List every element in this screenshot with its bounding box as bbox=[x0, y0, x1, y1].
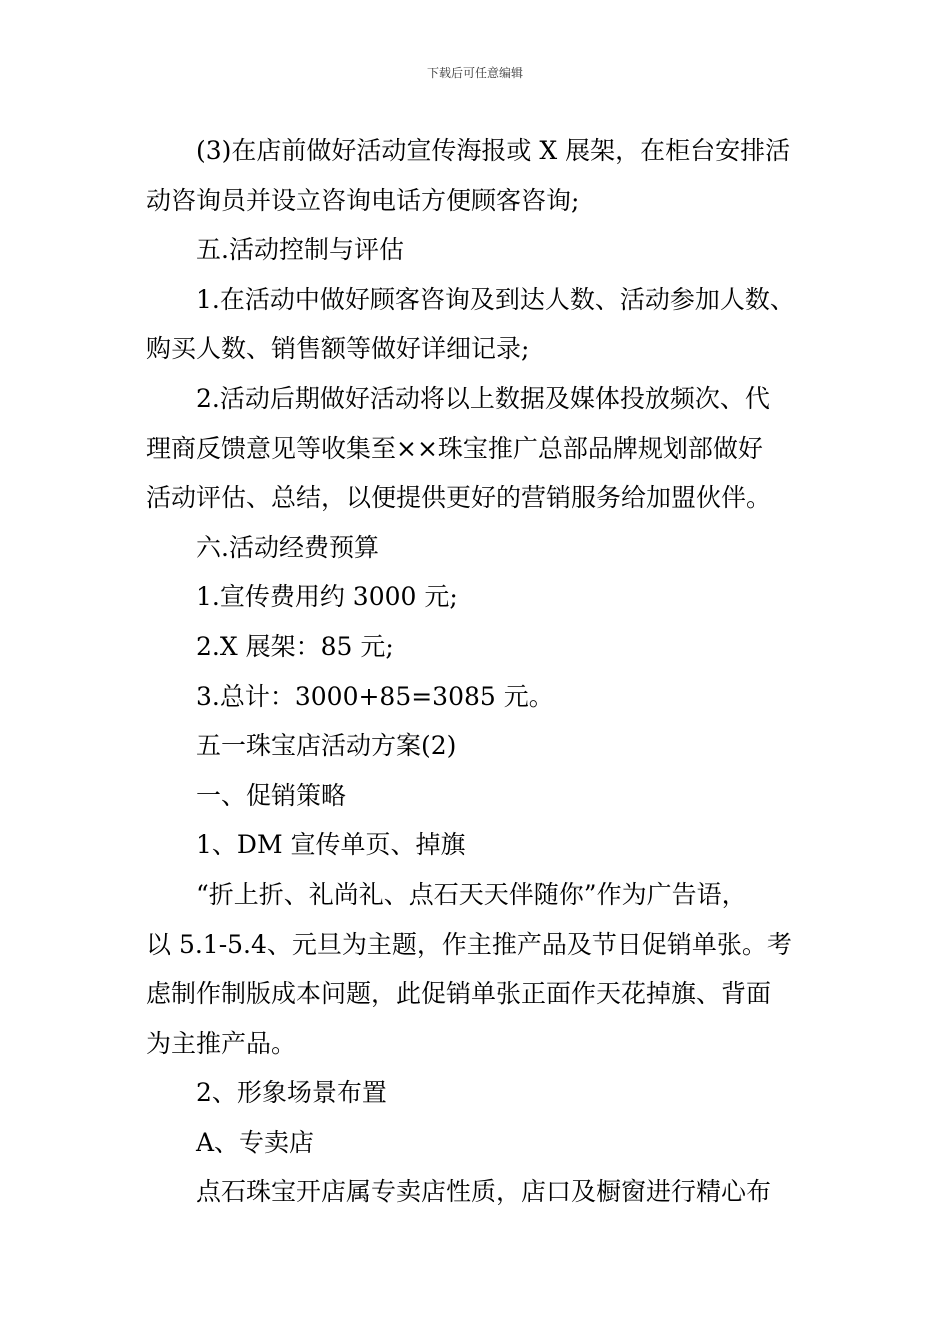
text-line: 动咨询员并设立咨询电话方便顾客咨询; bbox=[146, 185, 580, 215]
text-line: 3.总计：3000+85=3085 元。 bbox=[196, 681, 554, 711]
text-line: 为主推产品。 bbox=[146, 1028, 297, 1058]
subsection-heading: A、专卖店 bbox=[196, 1127, 315, 1157]
section-heading: 一、促销策略 bbox=[196, 780, 347, 810]
text-line: (3)在店前做好活动宣传海报或 X 展架，在柜台安排活 bbox=[196, 136, 791, 165]
page-header: 下载后可任意编辑 bbox=[426, 66, 523, 80]
text-line: 活动评估、总结，以便提供更好的营销服务给加盟伙伴。 bbox=[146, 483, 772, 513]
section-heading: 六.活动经费预算 bbox=[196, 532, 379, 562]
text-line: 点石珠宝开店属专卖店性质，店口及橱窗进行精心布 bbox=[196, 1177, 772, 1207]
text-line: 虑制作制版成本问题，此促销单张正面作天花掉旗、背面 bbox=[146, 979, 772, 1009]
text-line: 购买人数、销售额等做好详细记录; bbox=[146, 334, 530, 364]
document-body bbox=[146, 126, 818, 1217]
text-line: “折上折、礼尚礼、点石天天伴随你”作为广告语， bbox=[196, 879, 747, 909]
text-line: 1.在活动中做好顾客咨询及到达人数、活动参加人数、 bbox=[196, 284, 795, 314]
text-line: 2.活动后期做好活动将以上数据及媒体投放频次、代 bbox=[196, 383, 770, 413]
text-line: 2.X 展架：85 元; bbox=[196, 631, 394, 661]
text-line: 理商反馈意见等收集至××珠宝推广总部品牌规划部做好 bbox=[146, 433, 763, 463]
subsection-heading: 1、DM 宣传单页、掉旗 bbox=[196, 830, 466, 860]
text-line: 以 5.1-5.4、元旦为主题，作主推产品及节日促销单张。考 bbox=[146, 929, 792, 959]
section-heading: 五.活动控制与评估 bbox=[196, 235, 404, 265]
document-subtitle: 五一珠宝店活动方案(2) bbox=[196, 731, 457, 761]
text-line: 1.宣传费用约 3000 元; bbox=[196, 582, 458, 612]
subsection-heading: 2、形象场景布置 bbox=[196, 1078, 387, 1108]
